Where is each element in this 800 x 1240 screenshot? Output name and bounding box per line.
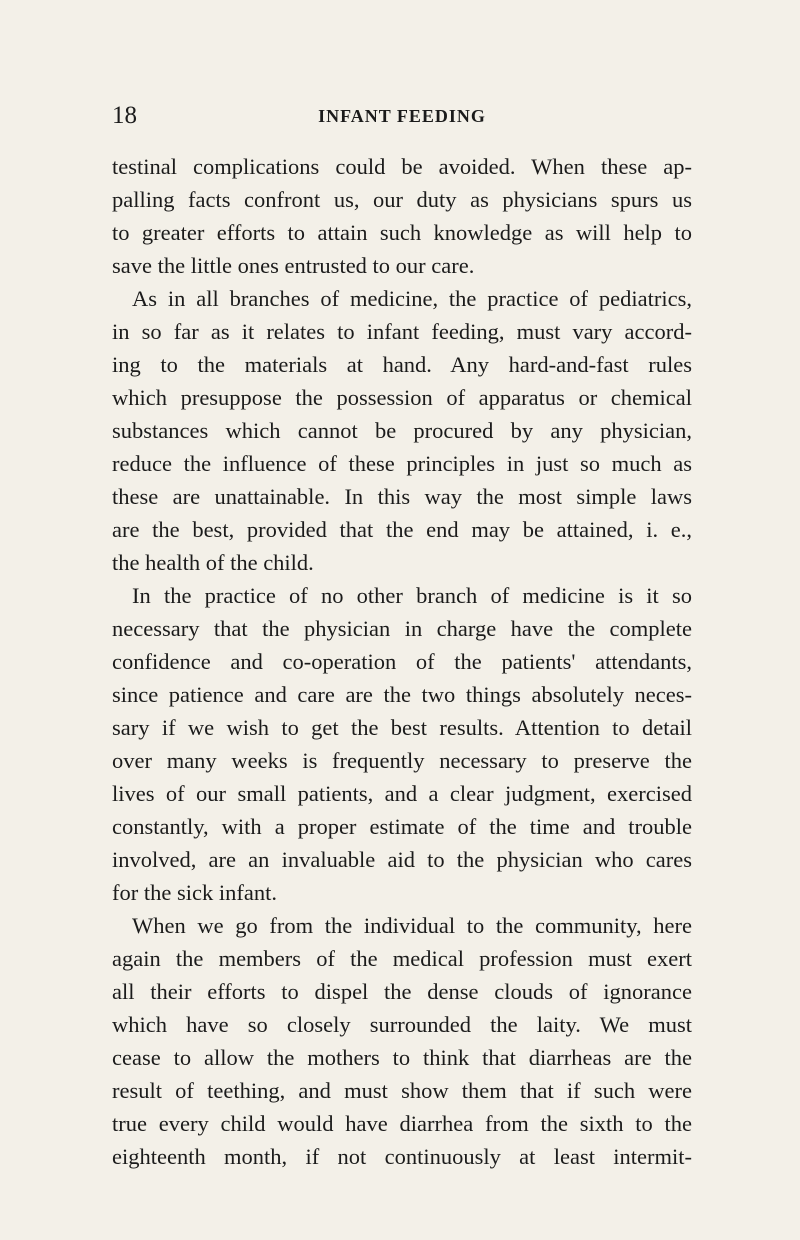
text-line: When we go from the individual to the community, here: [132, 913, 692, 938]
text-line: involved, are an invaluable aid to the physician who cares: [112, 847, 692, 872]
text-line: necessary that the physician in charge have the complete: [112, 616, 692, 641]
text-line: lives of our small patients, and a clear judgment, exercised: [112, 781, 692, 806]
text-line: which have so closely surrounded the laity. We must: [112, 1012, 692, 1037]
chapter-title: INFANT FEEDING: [318, 106, 486, 126]
text-line: these are unattainable. In this way the most simple laws: [112, 484, 692, 509]
text-line: result of teething, and must show them that if such were: [112, 1078, 692, 1103]
text-line: the health of the child.: [112, 550, 314, 575]
text-line: all their efforts to dispel the dense clouds of ignorance: [112, 979, 692, 1004]
text-line: true every child would have diarrhea from the sixth to the: [112, 1111, 692, 1136]
text-line: reduce the influence of these principles in just so much as: [112, 451, 692, 476]
text-line: are the best, provided that the end may be attained, i. e.,: [112, 517, 692, 542]
text-line: again the members of the medical profession must exert: [112, 946, 692, 971]
text-line: In the practice of no other branch of medicine is it so: [132, 583, 692, 608]
text-line: palling facts confront us, our duty as physicians spurs us: [112, 187, 692, 212]
text-line: confidence and co-operation of the patients' attendants,: [112, 649, 692, 674]
text-line: since patience and care are the two things absolutely neces-: [112, 682, 692, 707]
text-line: ing to the materials at hand. Any hard-and-fast rules: [112, 352, 692, 377]
page-number: 18: [112, 102, 137, 129]
text-line: sary if we wish to get the best results. Attention to detail: [112, 715, 692, 740]
text-line: to greater efforts to attain such knowledge as will help to: [112, 220, 692, 245]
text-line: in so far as it relates to infant feeding, must vary accord-: [112, 319, 692, 344]
text-line: eighteenth month, if not continuously at least intermit-: [112, 1144, 692, 1169]
text-line: over many weeks is frequently necessary to preserve the: [112, 748, 692, 773]
text-line: for the sick infant.: [112, 880, 277, 905]
text-line: save the little ones entrusted to our care.: [112, 253, 475, 278]
text-line: constantly, with a proper estimate of the time and trouble: [112, 814, 692, 839]
text-line: which presuppose the possession of apparatus or chemical: [112, 385, 692, 410]
text-line: testinal complications could be avoided. When these ap-: [112, 154, 692, 179]
text-line: cease to allow the mothers to think that diarrheas are the: [112, 1045, 692, 1070]
text-line: As in all branches of medicine, the practice of pediatrics,: [132, 286, 692, 311]
text-line: substances which cannot be procured by any physician,: [112, 418, 692, 443]
running-head: [112, 101, 692, 131]
